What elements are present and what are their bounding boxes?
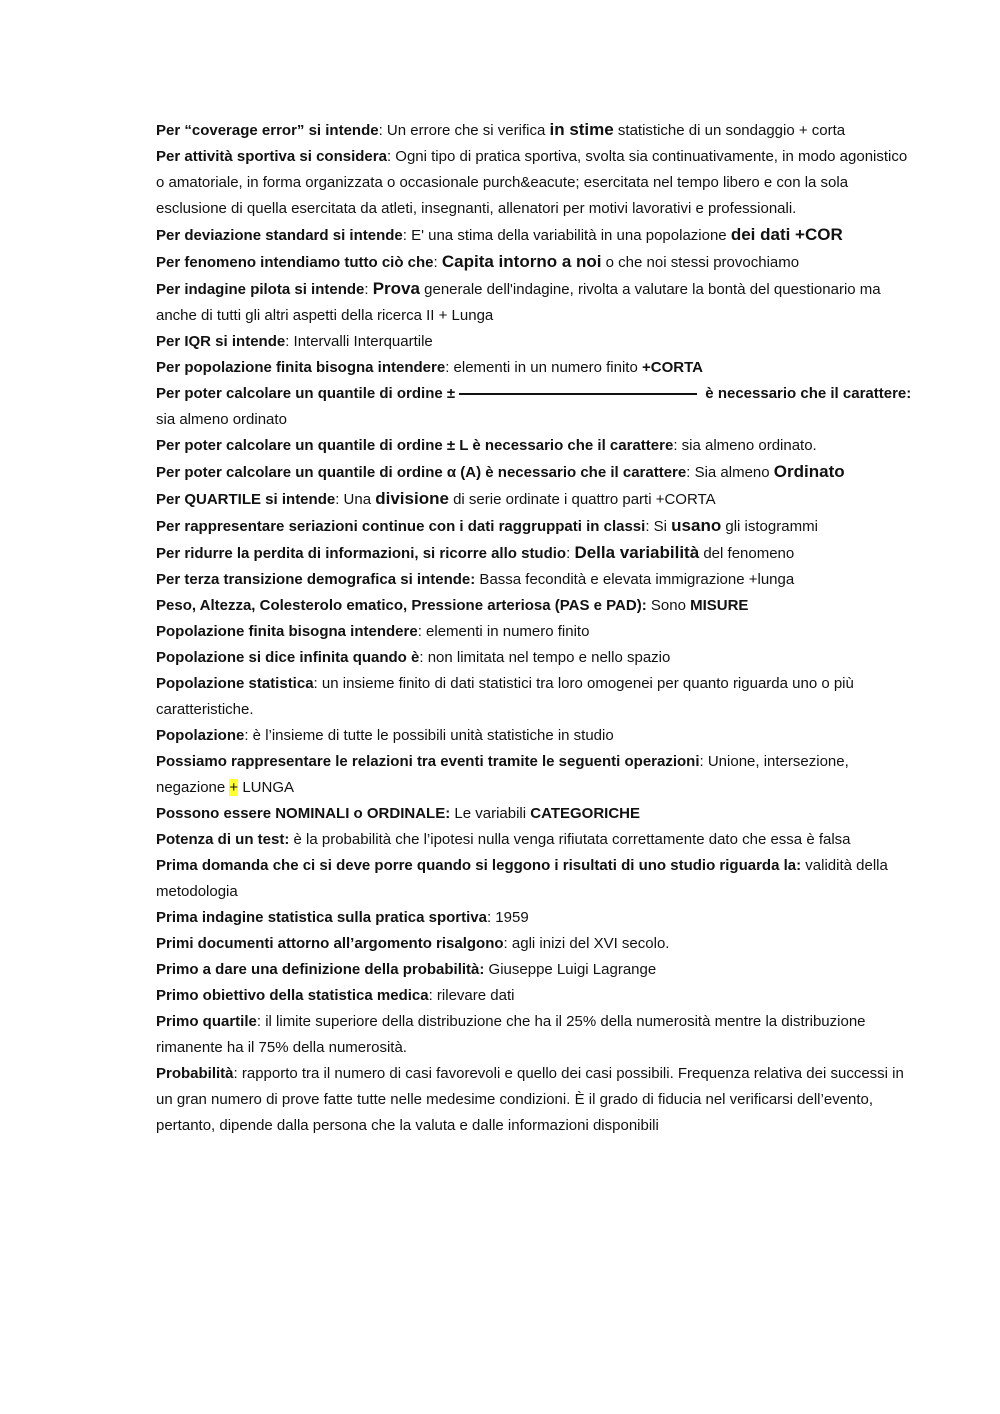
entry-definition: : un insieme finito di dati statistici tra loro omogenei per quanto riguarda uno o più caratteristiche. bbox=[156, 675, 854, 718]
entry-definition: : è l’insieme di tutte le possibili unità statistiche in studio bbox=[244, 727, 614, 744]
entry-definition: : bbox=[364, 281, 373, 298]
entry-prima-indagine bbox=[156, 905, 916, 931]
entry-popolazione-statistica bbox=[156, 671, 916, 723]
entry-indagine-pilota bbox=[156, 276, 916, 329]
entry-keyword: Capita intorno a noi bbox=[441, 252, 602, 271]
entry-nominali-ordinale bbox=[156, 801, 916, 827]
entry-keyword: Della variabilità bbox=[574, 543, 700, 562]
entry-term: Per IQR si intende bbox=[156, 333, 286, 350]
entry-fenomeno bbox=[156, 249, 916, 276]
entry-quantile-blank bbox=[156, 381, 916, 433]
entry-peso-altezza bbox=[156, 593, 916, 619]
entry-term: Popolazione statistica bbox=[156, 675, 314, 692]
entry-definition-tail: generale dell'indagine, rivolta a valutare la bontà del questionario ma anche di tutti gli altri aspetti della ricerca II + Lunga bbox=[156, 281, 881, 324]
entry-definition: : sia almeno ordinato. bbox=[673, 437, 817, 454]
entry-term: Per terza transizione demografica si intende: bbox=[156, 571, 476, 588]
highlighted-plus: + bbox=[229, 779, 239, 796]
entry-deviazione-standard bbox=[156, 222, 916, 249]
entry-iqr bbox=[156, 329, 916, 355]
entry-primi-documenti bbox=[156, 931, 916, 957]
entry-definition: sia almeno ordinato bbox=[156, 411, 287, 428]
entry-definition: è la probabilità che l’ipotesi nulla venga rifiutata correttamente dato che essa è falsa bbox=[289, 831, 851, 848]
entry-term: Per attività sportiva si considera bbox=[156, 148, 387, 165]
entry-definition: Le variabili bbox=[450, 805, 531, 822]
entry-definition: : Unione, intersezione, negazione bbox=[156, 753, 849, 796]
entry-definition-tail: del fenomeno bbox=[699, 545, 795, 562]
entry-term: Prima indagine statistica sulla pratica sportiva bbox=[156, 909, 487, 926]
entry-keyword: usano bbox=[671, 516, 722, 535]
entry-definition: : E' una stima della variabilità in una popolazione bbox=[402, 227, 731, 244]
entry-term: Per deviazione standard si intende bbox=[156, 227, 403, 244]
entry-term: Per poter calcolare un quantile di ordine α (A) è necessario che il carattere bbox=[156, 464, 687, 481]
entry-potenza-test bbox=[156, 827, 916, 853]
entry-definition: : 1959 bbox=[486, 909, 529, 926]
entry-term-tail: è necessario che il carattere: bbox=[701, 385, 912, 402]
entry-definition-tail: di serie ordinate i quattro parti +CORTA bbox=[448, 491, 716, 508]
entry-quantile-alpha bbox=[156, 459, 916, 486]
entry-term: Per rappresentare seriazioni continue con i dati raggruppati in classi bbox=[156, 518, 646, 535]
glossary-list bbox=[156, 117, 916, 1139]
entry-strong-note: +CORTA bbox=[641, 359, 703, 376]
entry-term: Primi documenti attorno all’argomento risalgono bbox=[156, 935, 504, 952]
entry-keyword: divisione bbox=[375, 489, 449, 508]
entry-term: Popolazione finita bisogna intendere bbox=[156, 623, 418, 640]
entry-definition: Bassa fecondità e elevata immigrazione +lunga bbox=[475, 571, 795, 588]
entry-seriazioni-continue bbox=[156, 513, 916, 540]
entry-definition: : il limite superiore della distribuzione che ha il 25% della numerosità mentre la distribuzione rimanente ha il 75% della numerosità. bbox=[156, 1013, 866, 1056]
entry-term: Probabilità bbox=[156, 1065, 234, 1082]
entry-perdita-informazioni bbox=[156, 540, 916, 567]
entry-definition: : Ogni tipo di pratica sportiva, svolta sia continuativamente, in modo agonistico o amatoriale, in forma organizzata o occasionale purch&eacute; esercitata nel tempo libero e con la sola esclusione di quella esercitata da atleti, insegnanti, allenatori per motivi lavorativi e professionali. bbox=[156, 148, 908, 217]
entry-term: Popolazione si dice infinita quando è bbox=[156, 649, 420, 666]
entry-definition-tail: o che noi stessi provochiamo bbox=[601, 254, 800, 271]
entry-definition: : non limitata nel tempo e nello spazio bbox=[419, 649, 671, 666]
entry-term: Per poter calcolare un quantile di ordine ± L è necessario che il carattere bbox=[156, 437, 674, 454]
entry-popolazione-finita-2 bbox=[156, 619, 916, 645]
entry-term: Primo obiettivo della statistica medica bbox=[156, 987, 429, 1004]
entry-term: Per popolazione finita bisogna intendere bbox=[156, 359, 446, 376]
entry-definition: : Un errore che si verifica bbox=[378, 122, 550, 139]
entry-term: Primo quartile bbox=[156, 1013, 257, 1030]
entry-keyword: Prova bbox=[372, 279, 420, 298]
entry-term: Possono essere NOMINALI o ORDINALE: bbox=[156, 805, 451, 822]
entry-term: Prima domanda che ci si deve porre quando si leggono i risultati di uno studio riguarda la: bbox=[156, 857, 802, 874]
entry-popolazione-infinita bbox=[156, 645, 916, 671]
entry-primo-definizione bbox=[156, 957, 916, 983]
entry-definition: validità della metodologia bbox=[156, 857, 888, 900]
entry-term: Per poter calcolare un quantile di ordine ± bbox=[156, 385, 456, 402]
entry-term: Per ridurre la perdita di informazioni, si ricorre allo studio bbox=[156, 545, 567, 562]
entry-probabilita bbox=[156, 1061, 916, 1139]
entry-definition-tail: statistiche di un sondaggio + corta bbox=[613, 122, 846, 139]
entry-primo-quartile bbox=[156, 1009, 916, 1061]
entry-term: Popolazione bbox=[156, 727, 245, 744]
entry-definition: Giuseppe Luigi Lagrange bbox=[484, 961, 657, 978]
entry-quantile-l bbox=[156, 433, 916, 459]
entry-terza-transizione bbox=[156, 567, 916, 593]
entry-keyword: Ordinato bbox=[773, 462, 845, 481]
entry-prima-domanda bbox=[156, 853, 916, 905]
entry-definition: : agli inizi del XVI secolo. bbox=[503, 935, 670, 952]
entry-definition-tail: gli istogrammi bbox=[721, 518, 818, 535]
entry-popolazione bbox=[156, 723, 916, 749]
entry-definition: : bbox=[566, 545, 575, 562]
entry-definition: : rapporto tra il numero di casi favorevoli e quello dei casi possibili. Frequenza relativa dei successi in un gran numero di prove fatte tutte nelle medesime condizioni. È il grado di fiducia nel verificarsi dell’evento, pertanto, dipende dalla persona che la valuta e dalle informazioni disponibili bbox=[156, 1065, 904, 1134]
entry-definition: : bbox=[433, 254, 442, 271]
entry-strong-note: CATEGORICHE bbox=[530, 805, 640, 822]
entry-primo-obiettivo bbox=[156, 983, 916, 1009]
entry-keyword: in stime bbox=[549, 120, 614, 139]
entry-term: Potenza di un test: bbox=[156, 831, 290, 848]
entry-strong-note: MISURE bbox=[690, 597, 749, 614]
entry-term: Per QUARTILE si intende bbox=[156, 491, 336, 508]
entry-coverage-error bbox=[156, 117, 916, 144]
entry-term: Peso, Altezza, Colesterolo ematico, Pressione arteriosa (PAS e PAD): bbox=[156, 597, 647, 614]
entry-term: Per “coverage error” si intende bbox=[156, 122, 379, 139]
entry-term: Per indagine pilota si intende bbox=[156, 281, 365, 298]
entry-definition: : elementi in un numero finito bbox=[445, 359, 642, 376]
entry-definition: : elementi in numero finito bbox=[417, 623, 590, 640]
entry-quartile bbox=[156, 486, 916, 513]
entry-relazioni-eventi bbox=[156, 749, 916, 801]
entry-attivita-sportiva bbox=[156, 144, 916, 222]
entry-definition: : Una bbox=[335, 491, 376, 508]
entry-definition-tail: LUNGA bbox=[238, 779, 295, 796]
entry-term: Possiamo rappresentare le relazioni tra eventi tramite le seguenti operazioni bbox=[156, 753, 700, 770]
entry-term: Primo a dare una definizione della probabilità: bbox=[156, 961, 485, 978]
entry-popolazione-finita-1 bbox=[156, 355, 916, 381]
entry-definition: : Sia almeno bbox=[686, 464, 774, 481]
entry-definition: : Si bbox=[645, 518, 672, 535]
entry-term: Per fenomeno intendiamo tutto ciò che bbox=[156, 254, 434, 271]
fill-in-blank-line bbox=[459, 393, 697, 395]
entry-definition: : Intervalli Interquartile bbox=[285, 333, 433, 350]
entry-definition: Sono bbox=[646, 597, 691, 614]
entry-keyword: dei dati +COR bbox=[730, 225, 843, 244]
entry-definition: : rilevare dati bbox=[428, 987, 515, 1004]
